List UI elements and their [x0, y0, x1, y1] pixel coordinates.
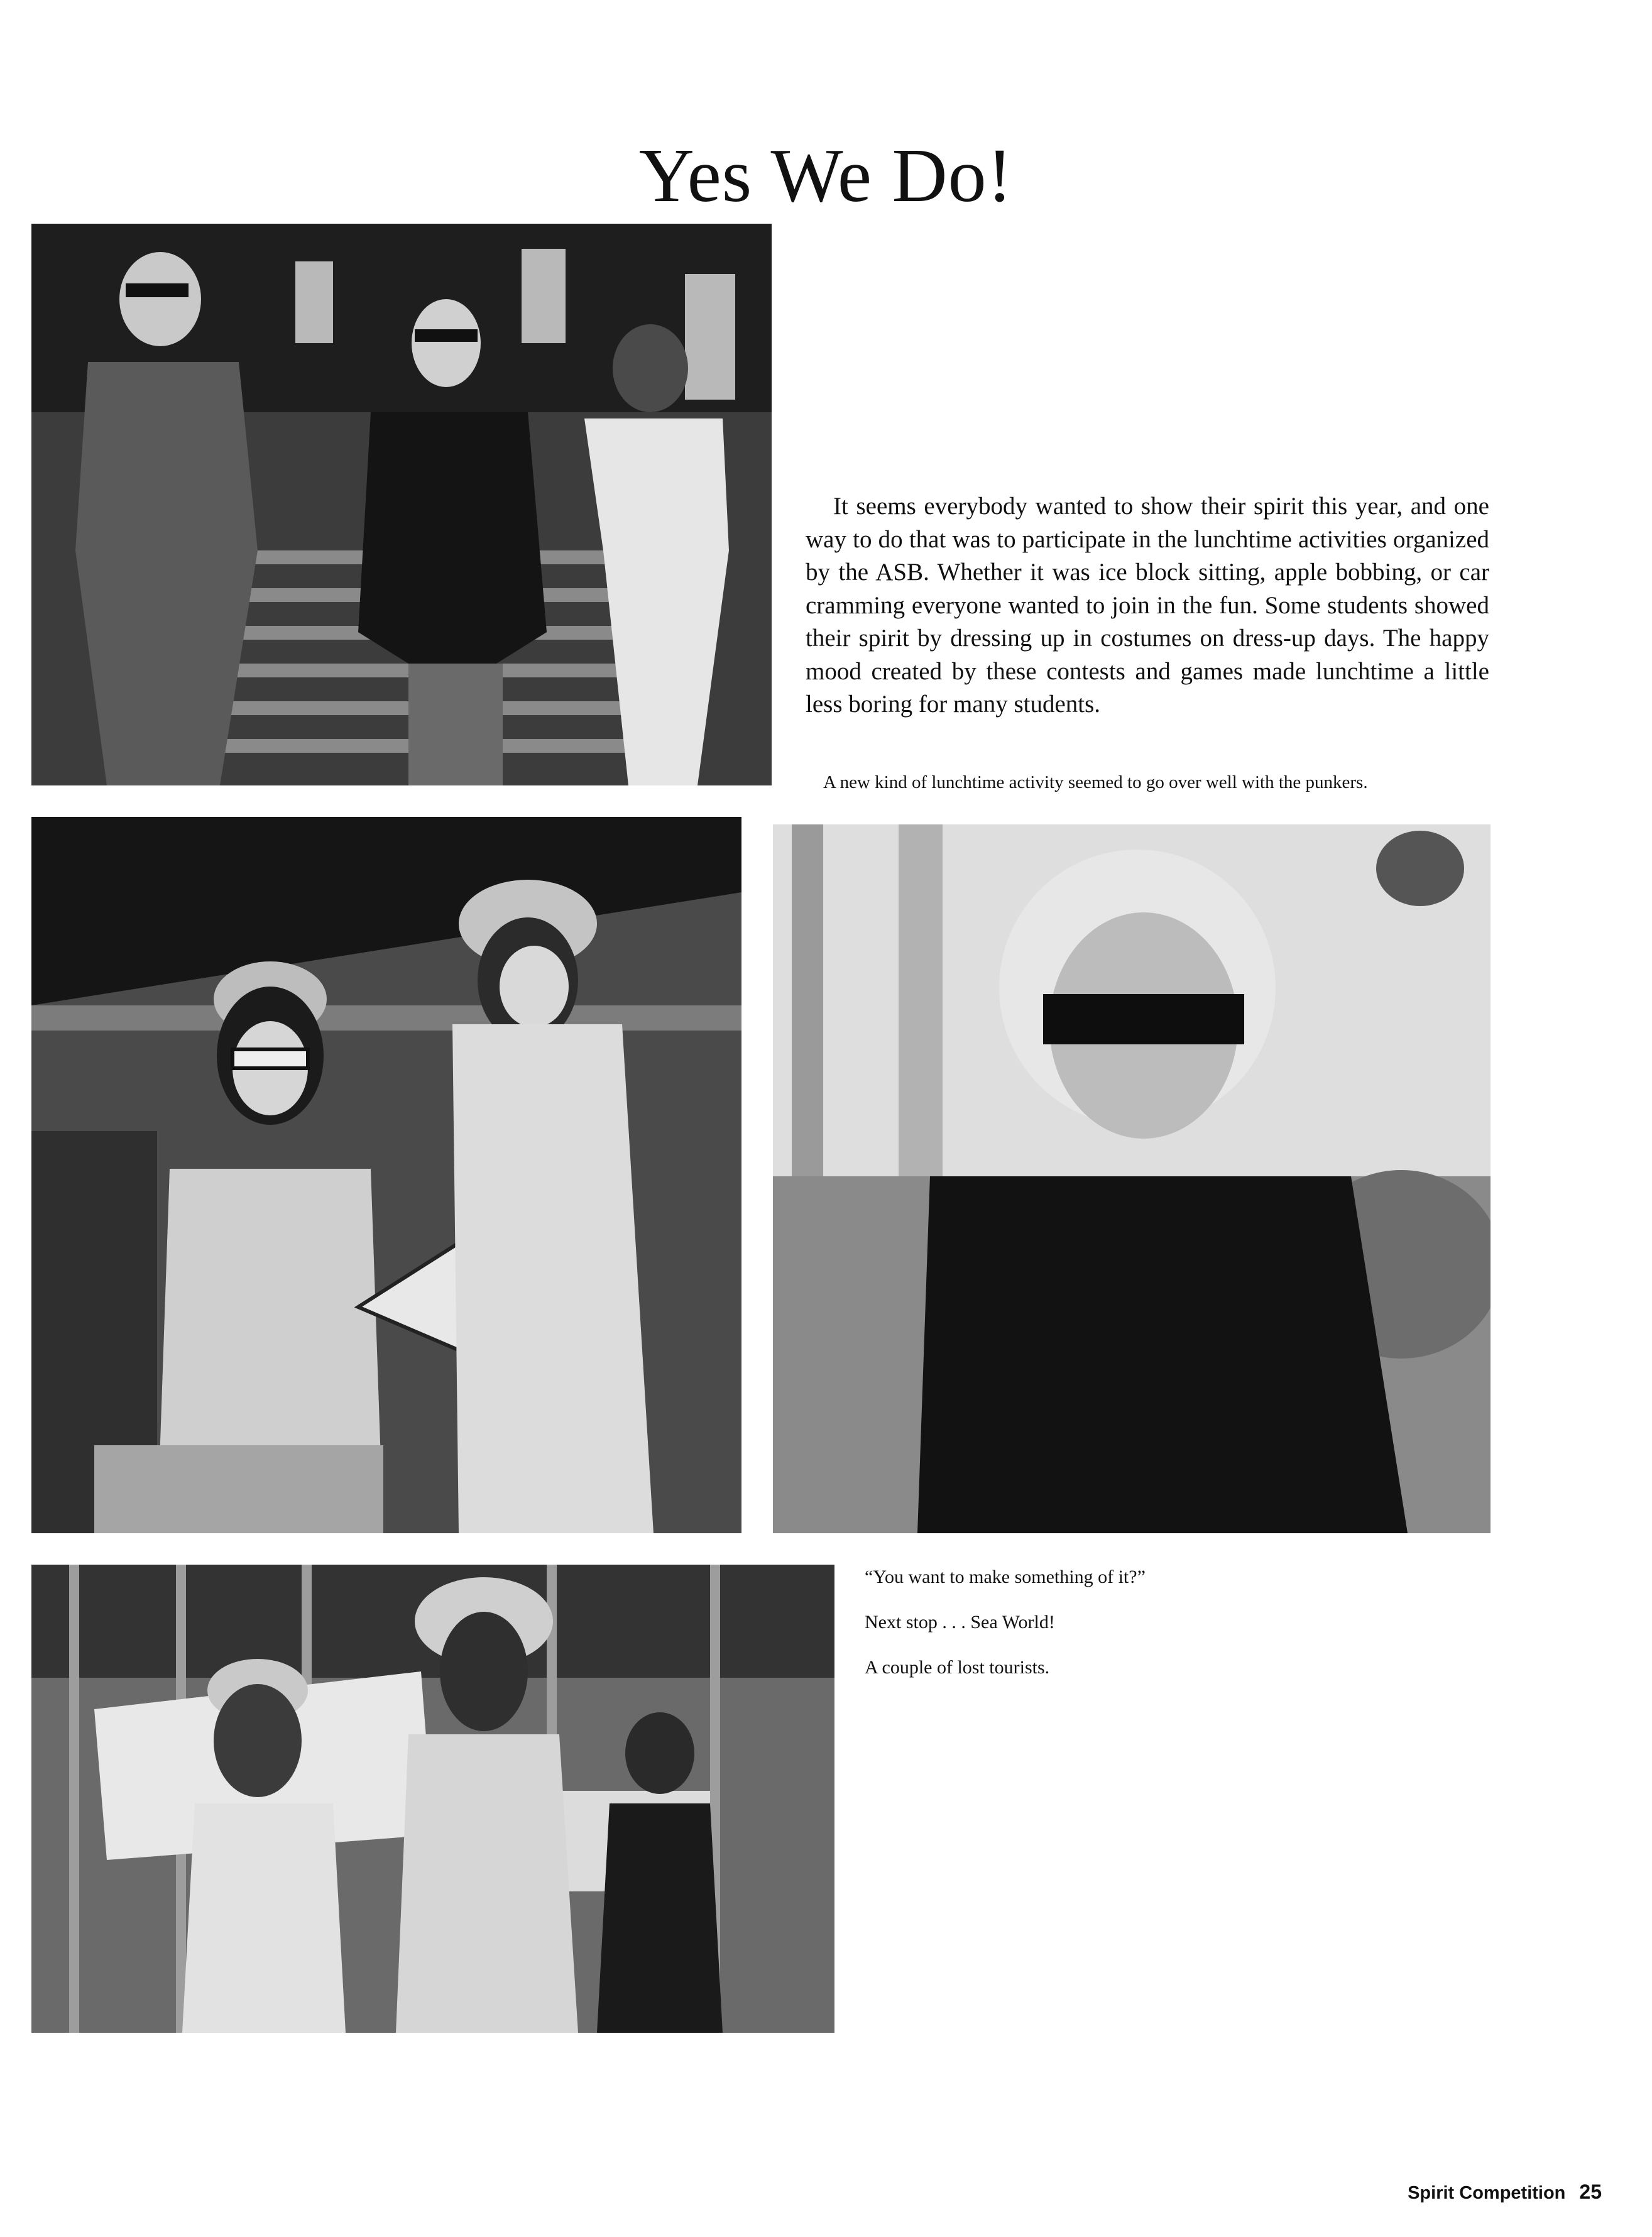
page-footer — [1408, 2179, 1602, 2204]
photo-girl-with-sunglasses — [773, 824, 1491, 1533]
caption-top-photo: A new kind of lunchtime activity seemed to go over well with the punkers. — [823, 772, 1368, 792]
photo-girls-with-pennants — [31, 817, 741, 1533]
caption-item: Next stop . . . Sea World! — [865, 1612, 1055, 1633]
photo-lost-tourists — [31, 1565, 834, 2033]
body-text: It seems everybody wanted to show their spirit this year, and one way to do that was to participate in the lunchtime activities organized by the ASB. Whether it was ice block sitting, apple bobbing, or car cramming everyone wanted to join in the fun. Some students showed their spirit by dressing up in costumes on dress-up days. The happy mood created by these contests and games made lunchtime a little less boring for many students. — [806, 493, 1489, 718]
page-number: 25 — [1579, 2180, 1602, 2203]
caption-list — [865, 1565, 1367, 1700]
photo-punkers-on-stairs — [31, 224, 772, 785]
footer-section-name: Spirit Competition — [1408, 2183, 1566, 2203]
caption-item: A couple of lost tourists. — [865, 1657, 1050, 1678]
caption-item: “You want to make something of it?” — [865, 1567, 1146, 1587]
page-title: Yes We Do! — [638, 133, 1014, 218]
